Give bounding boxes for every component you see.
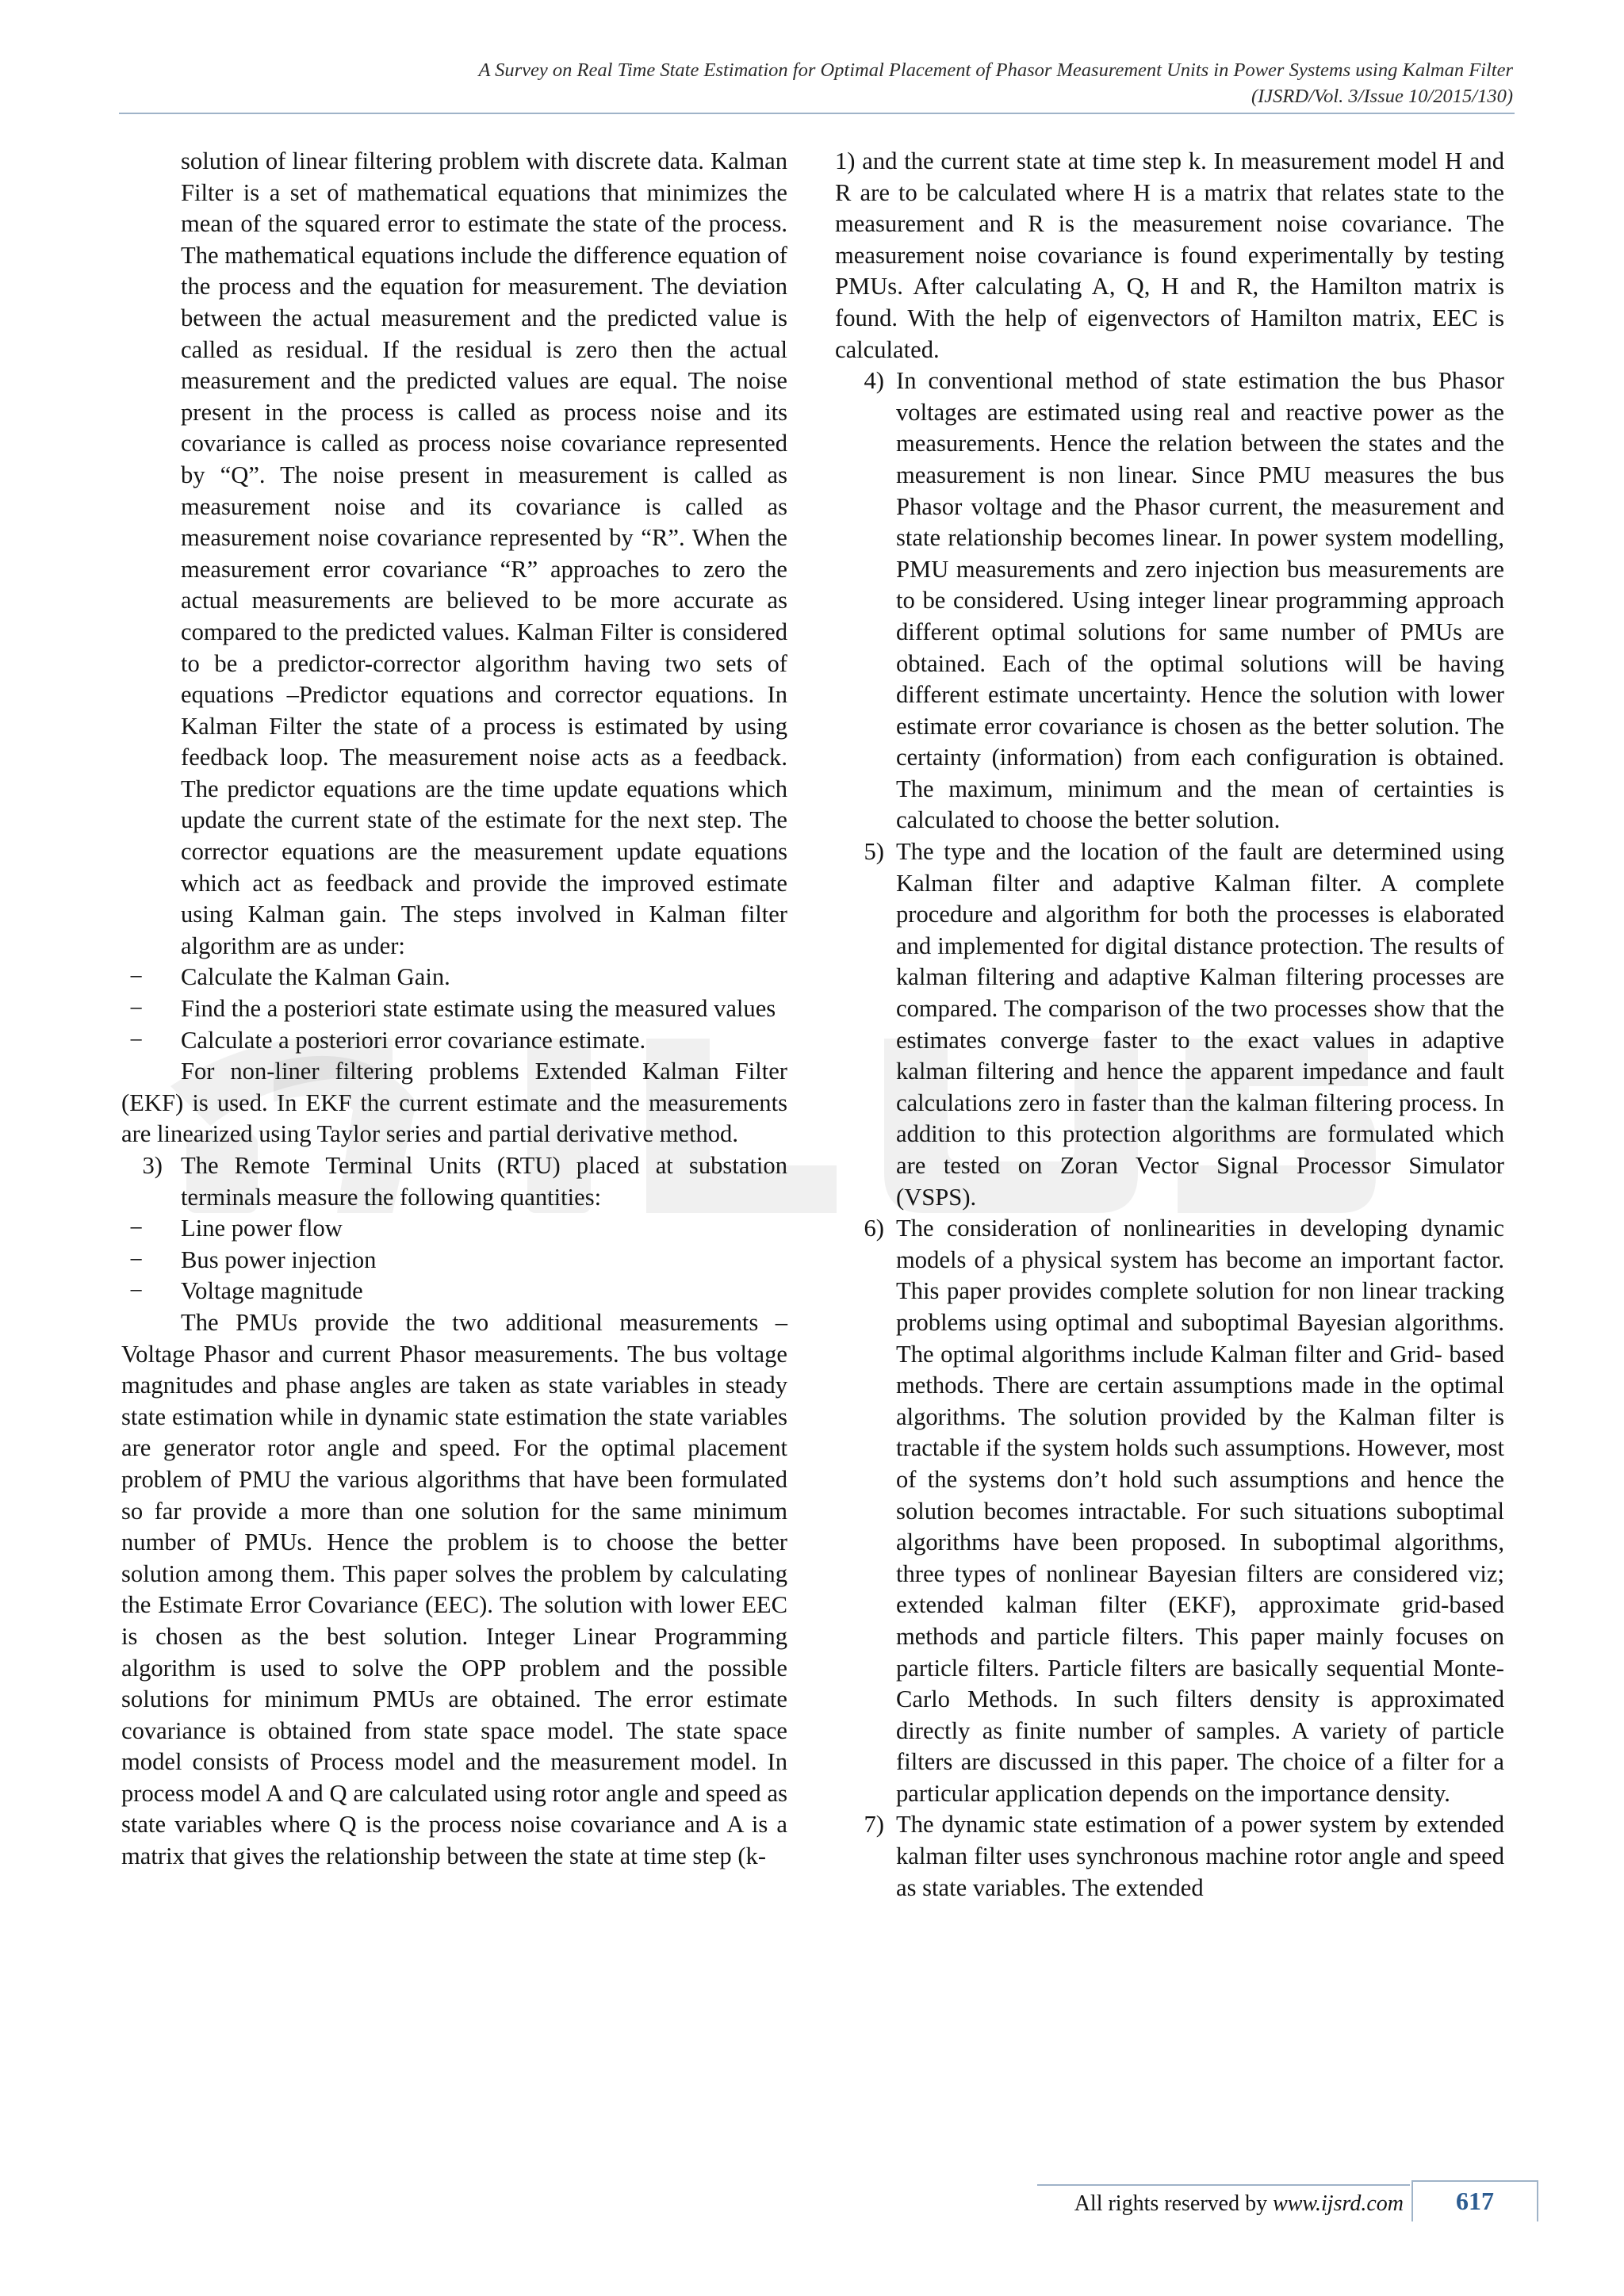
quantity-text: Line power flow xyxy=(181,1215,343,1242)
item-number: 5) xyxy=(864,838,884,866)
header-divider xyxy=(119,113,1515,114)
item-text: The consideration of nonlinearities in developing dynamic models of a physical system has become an important factor. This paper provides complete solution for non linear tracking problems using optimal and suboptimal Bayesian algorithms. The optimal algorithms include Kalman filter and Grid- based methods. There are certain assumptions made in the optimal algorithms. The solution provided by the Kalman filter is tractable if the system holds such assumptions. However, most of the systems don’t hold such assumptions and hence the solution becomes intractable. For such situations suboptimal algorithms have been proposed. In suboptimal algorithms, three types of nonlinear Bayesian filters are considered viz; extended kalman filter (EKF), approximate grid-based methods and particle filters. This paper mainly focuses on particle filters. Particle filters are basically sequential Monte-Carlo Methods. In such filters density is approximated directly as finite number of samples. A variety of particle filters are discussed in this paper. The choice of a filter for a particular application depends on the importance density. xyxy=(896,1215,1504,1807)
list-item xyxy=(121,993,787,1025)
item-number: 6) xyxy=(864,1215,884,1242)
dash-marker: − xyxy=(129,1277,144,1305)
step-text: Calculate a posteriori error covariance estimate. xyxy=(181,1026,646,1054)
paragraph-pmu: The PMUs provide the two additional measurements – Voltage Phasor and current Phasor measurements. The bus voltage magnitudes and phase angles are taken as state variables in steady state estimation while in dynamic state estimation the state variables are generator rotor angle and speed. For the optimal placement problem of PMU the various algorithms that have been formulated so far provide a more than one solution for the same minimum number of PMUs. Hence the problem is to choose the better solution among them. This paper solves the problem by calculating the Estimate Error Covariance (EEC). The solution with lower EEC is chosen as the best solution. Integer Linear Programming algorithm is used to solve the OPP problem and the possible solutions for minimum PMUs are obtained. The error estimate covariance is obtained from state space model. The state space model consists of Process model and the measurement model. In process model A and Q are calculated using rotor angle and speed as state variables where Q is the process noise covariance and A is a matrix that gives the relationship between the state at time step (k- xyxy=(121,1308,787,1870)
footer-divider xyxy=(1037,2184,1410,2186)
dash-marker: − xyxy=(129,995,144,1023)
header-title: A Survey on Real Time State Estimation for Optimal Placement of Phasor Measurement Units in Power Systems using Kalman Filter xyxy=(478,59,1513,81)
list-item xyxy=(121,1276,787,1307)
list-item xyxy=(121,962,787,993)
item-text: The dynamic state estimation of a power system by extended kalman filter uses synchronous machine rotor angle and speed as state variables. The extended xyxy=(896,1811,1504,1901)
rights-label: All rights reserved by xyxy=(1074,2191,1274,2216)
item-text: The type and the location of the fault are determined using Kalman filter and adaptive Kalman filter. A complete procedure and algorithm for both the processes is elaborated and implemented for digital distance protection. The results of kalman filtering and adaptive Kalman filtering processes are compared. The comparison of the two processes show that the estimates converge faster to the exact values in adaptive kalman filtering and hence the apparent impedance and fault calculations zero in faster than the kalman filtering process. In addition to this protection algorithms are formulated which are tested on Zoran Vector Signal Processor Simulator (VSPS). xyxy=(896,838,1504,1211)
item-number: 3) xyxy=(142,1152,163,1179)
numbered-item-3 xyxy=(121,1150,787,1213)
item-number: 7) xyxy=(864,1811,884,1839)
dash-marker: − xyxy=(129,963,144,991)
item-number: 4) xyxy=(864,367,884,395)
step-text: Calculate the Kalman Gain. xyxy=(181,963,450,991)
dash-marker: − xyxy=(129,1215,144,1242)
item-text: In conventional method of state estimation the bus Phasor voltages are estimated using real and reactive power as the measurements. Hence the relation between the states and the measurement is non linear. Since PMU measures the bus Phasor voltage and the Phasor current, the measurement and state relationship becomes linear. In power system modelling, PMU measurements and zero injection bus measurements are to be considered. Using integer linear programming approach different optimal solutions for same number of PMUs are obtained. Each of the optimal solutions will be having different estimate uncertainty. Hence the solution with lower estimate error covariance is chosen as the better solution. The certainty (information) from each configuration is obtained. The maximum, minimum and the mean of certainties is calculated to choose the better solution. xyxy=(896,367,1504,834)
running-header xyxy=(119,57,1513,109)
item-text: The Remote Terminal Units (RTU) placed at substation terminals measure the following quantities: xyxy=(181,1152,787,1211)
header-citation: (IJSRD/Vol. 3/Issue 10/2015/130) xyxy=(1251,86,1513,107)
paragraph-kalman-intro: solution of linear filtering problem with discrete data. Kalman Filter is a set of mathematical equations that minimizes the mean of the squared error to estimate the state of the process. The mathematical equations include the difference equation of the process and the equation for measurement. The deviation between the actual measurement and the predicted value is called as residual. If the residual is zero then the actual measurement and the predicted values are equal. The noise present in the process is called as process noise and its covariance is called as process noise covariance represented by “Q”. The noise present in measurement is called as measurement noise and its covariance is called as measurement noise covariance represented by “R”. When the measurement error covariance “R” approaches to zero the actual measurements are believed to be more accurate as compared to the predicted values. Kalman Filter is considered to be a predictor-corrector algorithm having two sets of equations –Predictor equations and corrector equations. In Kalman Filter the state of a process is estimated by using feedback loop. The measurement noise acts as a feedback. The predictor equations are the time update equations which update the current state of the estimate for the next step. The corrector equations are the measurement update equations which act as feedback and provide the improved estimate using Kalman gain. The steps involved in Kalman filter algorithm are as under: xyxy=(181,147,787,959)
dash-marker: − xyxy=(129,1246,144,1273)
quantity-text: Voltage magnitude xyxy=(181,1277,363,1305)
left-column xyxy=(121,146,787,1873)
site-link[interactable]: www.ijsrd.com xyxy=(1273,2191,1404,2216)
list-item xyxy=(121,1025,787,1057)
page-number: 617 xyxy=(1411,2180,1538,2221)
right-column xyxy=(835,146,1504,1904)
numbered-item-5 xyxy=(835,836,1504,1213)
numbered-item-6 xyxy=(835,1213,1504,1809)
step-text: Find the a posteriori state estimate using the measured values xyxy=(181,995,776,1023)
footer-rights xyxy=(1031,2188,1404,2220)
quantity-text: Bus power injection xyxy=(181,1246,377,1273)
dash-marker: − xyxy=(129,1026,144,1054)
paragraph-continued: 1) and the current state at time step k. In measurement model H and R are to be calculated where H is a matrix that relates state to the measurement and R is the measurement noise covariance. The measurement noise covariance is found experimentally by testing PMUs. After calculating A, Q, H and R, the Hamilton matrix is found. With the help of eigenvectors of Hamilton matrix, EEC is calculated. xyxy=(835,147,1504,363)
numbered-item-7 xyxy=(835,1809,1504,1904)
list-item xyxy=(121,1213,787,1245)
paragraph-ekf: For non-liner filtering problems Extended Kalman Filter (EKF) is used. In EKF the current estimate and the measurements are linearized using Taylor series and partial derivative method. xyxy=(121,1058,787,1148)
numbered-item-4 xyxy=(835,365,1504,836)
list-item xyxy=(121,1245,787,1276)
